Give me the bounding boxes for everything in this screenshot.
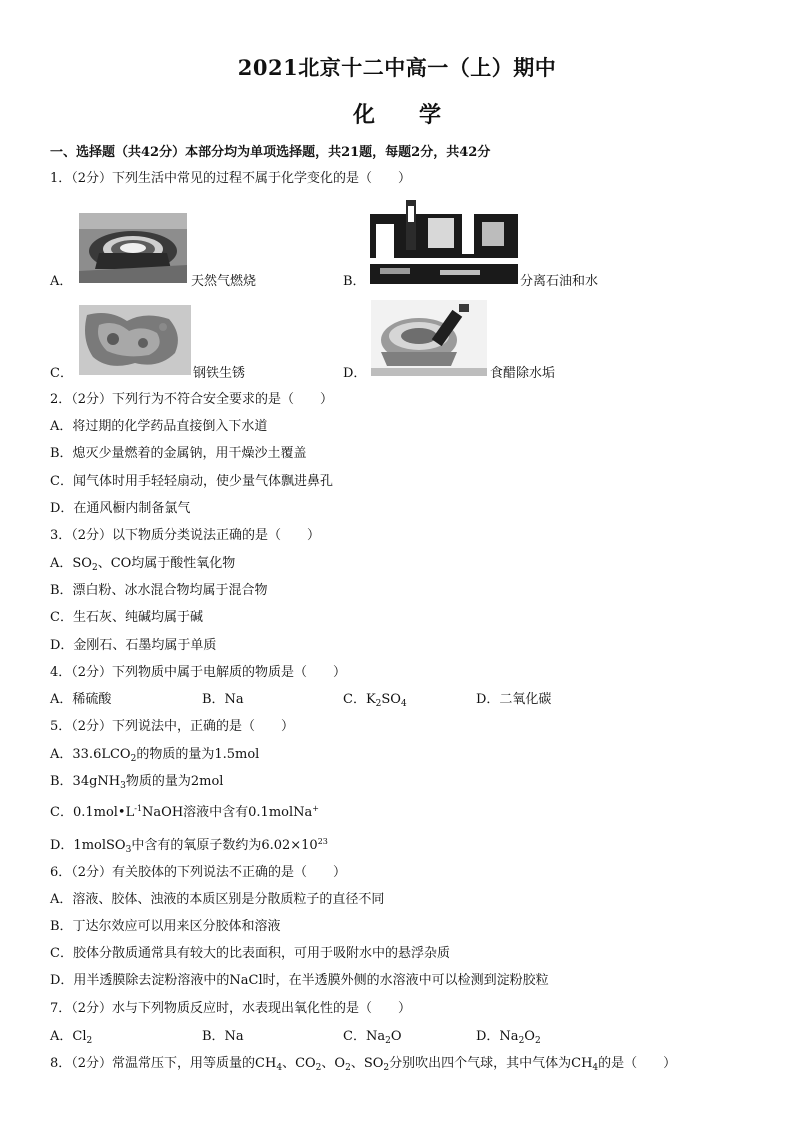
q1-option-a-letter: A． [50,274,73,289]
q3-option-a: A．$SO_2$、CO均属于酸性氧化物 [50,556,236,573]
q6-option-a: A．溶液、胶体、浊液的本质区别是分散质粒子的直径不同 [50,892,385,907]
q4-option-d: D．二氧化碳 [476,692,552,707]
oil-water-photo [370,196,518,284]
q5-stem: 5．（2分）下列说法中，正确的是（ ） [50,719,295,734]
q5-option-d: D．1molSO$_3$中含有的氧原子数约为$6.02\times 10^{23}$ [50,837,328,855]
q1-option-a-text: 天然气燃烧 [191,274,257,289]
q7-stem: 7．（2分）水与下列物质反应时，水表现出氧化性的是（ ） [50,1001,412,1016]
q5-option-b: B．34gNH$_3$物质的量为2mol [50,774,224,791]
q1-option-d-letter: D． [343,366,367,381]
q7-option-b: B．Na [202,1029,244,1044]
q5-option-c: C．$0.1mol•L^{-1}NaOH$溶液中含有0.1molNa+ [50,804,319,820]
q2-option-b: B．熄灭少量燃着的金属钠，用干燥沙土覆盖 [50,446,307,461]
q3-option-d: D．金刚石、石墨均属于单质 [50,638,217,653]
q4-option-a: A．稀硫酸 [50,692,112,707]
q4-option-c: C．$K_2SO_4$ [343,692,407,709]
q6-option-b: B．丁达尔效应可以用来区分胶体和溶液 [50,919,281,934]
gas-flame-photo [79,213,187,283]
q7-option-d: D．$Na_2O_2$ [476,1029,541,1046]
subject-char-2: 学 [419,102,442,128]
subject-title [0,98,794,129]
q2-option-a: A．将过期的化学药品直接倒入下水道 [50,419,268,434]
q1-option-c-letter: C． [50,366,73,381]
q2-option-d: D．在通风橱内制备氯气 [50,501,191,516]
q1-option-b-letter: B． [343,274,366,289]
q7-option-c: C．$Na_2O$ [343,1029,402,1046]
q7-option-a: A．$Cl_2$ [50,1029,93,1046]
q1-stem: 1．（2分）下列生活中常见的过程不属于化学变化的是（ ） [50,171,412,186]
q3-option-c: C．生石灰、纯碱均属于碱 [50,610,203,625]
q2-option-c: C．闻气体时用手轻轻扇动，使少量气体飘进鼻孔 [50,474,333,489]
q1-option-c-text: 钢铁生锈 [193,366,246,381]
q8-stem: 8．（2分）常温常压下，用等质量的$CH_4$、$CO_2$、$O_2$、$SO_2$分别吹出四个气球，其中气体为$CH_4$的是（ ） [50,1056,677,1073]
q6-option-d: D．用半透膜除去淀粉溶液中的NaCl时，在半透膜外侧的水溶液中可以检测到淀粉胶粒 [50,973,549,988]
q6-option-c: C．胶体分散质通常具有较大的比表面积，可用于吸附水中的悬浮杂质 [50,946,450,961]
q4-option-b: B．Na [202,692,244,707]
rusty-steel-photo [79,305,191,375]
q2-stem: 2．（2分）下列行为不符合安全要求的是（ ） [50,392,334,407]
section-heading: 一、选择题（共42分）本部分均为单项选择题，共21题，每题2分，共42分 [50,145,491,160]
subject-char-1: 化 [352,102,375,128]
q1-option-b-text: 分离石油和水 [520,274,599,289]
q4-stem: 4．（2分）下列物质中属于电解质的物质是（ ） [50,665,347,680]
page-title: 2021北京十二中高一（上）期中 [237,55,557,80]
q5-option-a: A．$33.6LCO_2$的物质的量为1.5mol [50,747,260,764]
kettle-vinegar-photo [371,300,487,376]
q3-stem: 3．（2分）以下物质分类说法正确的是（ ） [50,528,321,543]
q1-option-d-text: 食醋除水垢 [490,366,556,381]
q3-option-b: B．漂白粉、冰水混合物均属于混合物 [50,583,268,598]
q6-stem: 6．（2分）有关胶体的下列说法不正确的是（ ） [50,865,347,880]
